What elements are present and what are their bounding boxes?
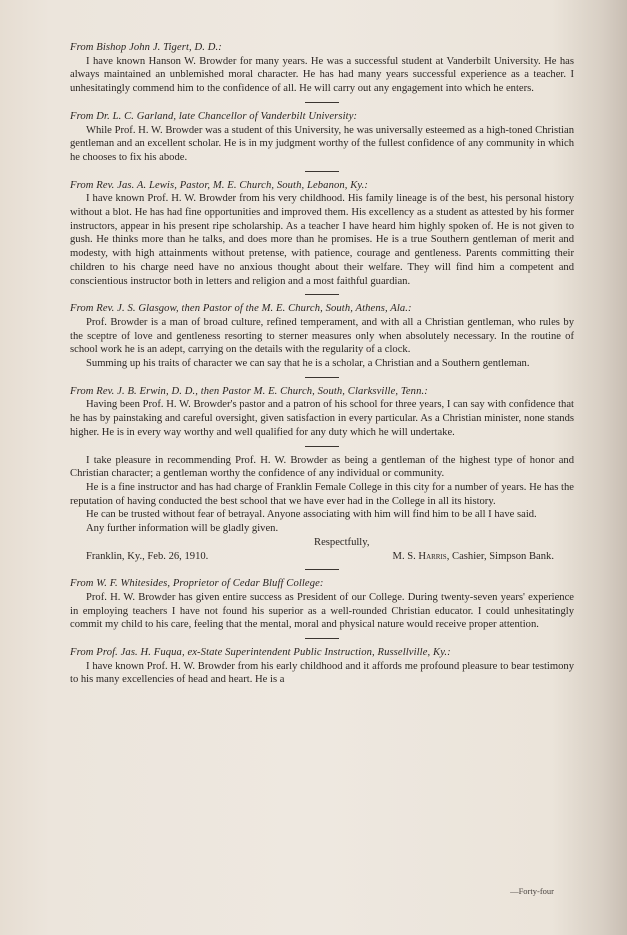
testimonial-garland: [70, 110, 574, 165]
document-page: [70, 41, 574, 687]
section-divider: [305, 102, 339, 103]
letter-paragraph: Any further information will be gladly given.: [86, 523, 279, 535]
testimonial-lewis: [70, 179, 574, 289]
section-divider: [305, 446, 339, 447]
testimonial-glasgow: [70, 302, 574, 371]
testimonial-erwin: [70, 385, 574, 440]
testimonial-heading: From W. F. Whitesides, Proprietor of Cedar Bluff College:: [70, 578, 324, 590]
letter-paragraph: I take pleasure in recommending Prof. H. W. Browder as being a gentleman of the highest type of honor and Christian character; a gentleman worthy the confidence of any individual or community.: [70, 454, 574, 480]
letter-closing: Respectfully,: [314, 536, 370, 548]
section-divider: [305, 377, 339, 378]
testimonial-paragraph: While Prof. H. W. Browder was a student of this University, he was universally esteemed as a high-toned Christian gentleman and an excellent scholar. He is in my judgment worthy of the fullest confidence of any community in which he chooses to fix his abode.: [70, 124, 574, 163]
testimonial-heading: From Dr. L. C. Garland, late Chancellor of Vanderbilt University:: [70, 110, 358, 122]
letter-signature-line: [70, 550, 574, 564]
page-number: —Forty-four: [510, 886, 554, 896]
signer-title: , Cashier, Simpson Bank.: [446, 550, 554, 562]
testimonial-heading: From Rev. J. B. Erwin, D. D., then Pastor M. E. Church, South, Clarksville, Tenn.:: [70, 385, 428, 397]
section-divider: [305, 569, 339, 570]
testimonial-fuqua: [70, 646, 574, 687]
testimonial-tigert: [70, 41, 574, 96]
letter-paragraph: He can be trusted without fear of betrayal. Anyone associating with him will find him to be all I have said.: [86, 509, 537, 521]
section-divider: [305, 171, 339, 172]
testimonial-paragraph: Having been Prof. H. W. Browder's pastor and a patron of his school for three years, I can say with confidence that he has by painstaking and careful oversight, given satisfaction in every particular. As a Christian minister, none stands higher. He is in every way worthy and well qualified for any duty which he will undertake.: [70, 399, 574, 438]
testimonial-heading: From Bishop John J. Tigert, D. D.:: [70, 42, 222, 53]
letter-place-date: Franklin, Ky., Feb. 26, 1910.: [86, 550, 209, 562]
testimonial-heading: From Prof. Jas. H. Fuqua, ex-State Superintendent Public Instruction, Russellville, Ky.:: [70, 647, 451, 659]
testimonial-paragraph: Prof. Browder is a man of broad culture, refined temperament, and with all a Christian gentleman, who rules by the sceptre of love and gentleness resorting to sterner measures only when absolutely necessary. In the routine of school work he is an adept, carrying on the details with the regularity of a clock.: [70, 316, 574, 356]
section-divider: [305, 294, 339, 295]
section-divider: [305, 638, 339, 639]
letter-paragraph: He is a fine instructor and has had charge of Franklin Female College in this city for a number of years. He has the reputation of having conducted the best school that we have ever had in the College in all its history.: [70, 481, 574, 507]
testimonial-heading: From Rev. Jas. A. Lewis, Pastor, M. E. Church, South, Lebanon, Ky.:: [70, 179, 369, 191]
testimonial-paragraph: I have known Prof. H. W. Browder from his early childhood and it affords me profound pleasure to bear testimony to his many excellencies of head and heart. He is a: [70, 660, 574, 686]
testimonial-paragraph: Prof. H. W. Browder has given entire success as President of our College. During twenty-seven years' experience in employing teachers I have not found his superior as a well-rounded Christian educator. I could unhesitatingly commit my child to his care, feeling that the mental, moral and physical nature would receive proper attention.: [70, 591, 574, 631]
testimonial-paragraph: I have known Hanson W. Browder for many years. He was a successful student at Vanderbilt University. He has always maintained an unblemished moral character. He has had many years successful experience as a teacher. I unhesitatingly commend him to the confidence of all. He will carry out any engagement into which he enters.: [70, 55, 574, 95]
testimonial-heading: From Rev. J. S. Glasgow, then Pastor of the M. E. Church, South, Athens, Ala.:: [70, 303, 412, 315]
letter-harris: [70, 454, 574, 564]
testimonial-paragraph: Summing up his traits of character we can say that he is a scholar, a Christian and a Southern gentleman.: [86, 358, 530, 370]
signer-name: M. S. Harris: [392, 550, 447, 562]
testimonial-whitesides: [70, 577, 574, 632]
letter-signature: [393, 550, 574, 564]
testimonial-paragraph: I have known Prof. H. W. Browder from his very childhood. His family lineage is of the best, his personal history without a blot. He has had fine opportunities and improved them. His excellency as a student as attested by his former instructors, appear in his present ripe scholarship. As a teacher I have heard him highly spoken of. He is not given to gush. He thinks more than he talks, and does more than he promises. He is a true Southern gentleman of merit and modesty, with high attainments without pretense, with patience, courage and gentleness. Parents committing their children to his charge need have no anxious thought about their welfare. They will find him a competent and conscientious instructor both in letters and religion and a most faithful guardian.: [70, 193, 574, 287]
